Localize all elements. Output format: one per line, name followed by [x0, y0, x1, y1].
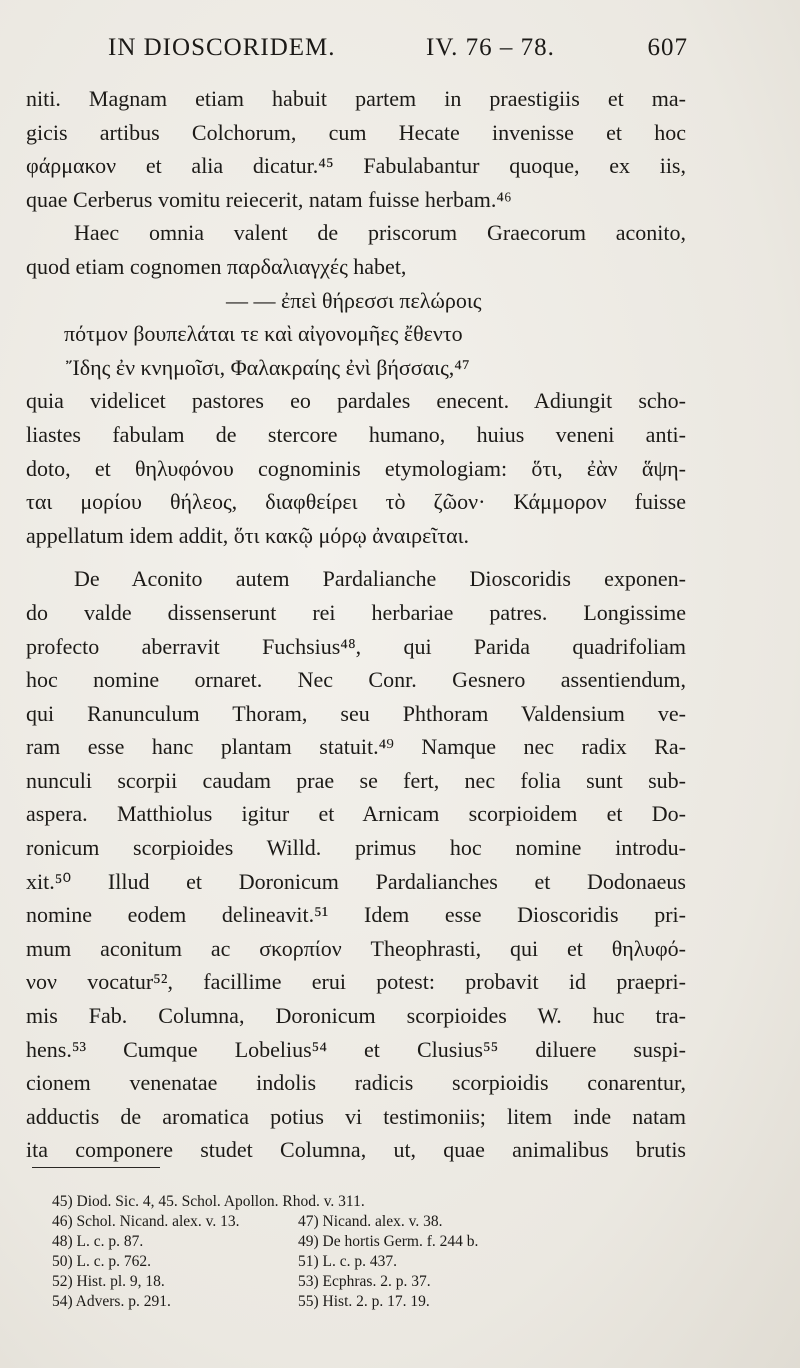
footnote-row: [52, 1253, 652, 1273]
verse-line: πότμον βουπελάται τε καὶ αἰγονομῆες ἔθεντο: [64, 321, 463, 347]
text-line: φάρμακον et alia dicatur.⁴⁵ Fabulabantur quoque, ex iis,: [26, 153, 686, 179]
text-line: νον vocatur⁵², facillime erui potest: probavit id praepri-: [26, 969, 686, 995]
text-line: ronicum scorpioides Willd. primus hoc nomine introdu-: [26, 835, 686, 861]
text-line: nunculi scorpii caudam prae se fert, nec folia sunt sub-: [26, 767, 686, 793]
footnote: 52) Hist. pl. 9, 18.: [52, 1273, 165, 1290]
footnote: 51) L. c. p. 437.: [298, 1253, 398, 1270]
main-text: [26, 82, 686, 1167]
footnote: 45) Diod. Sic. 4, 45. Schol. Apollon. Rhod. v. 311.: [52, 1193, 365, 1210]
footnote-row: [52, 1273, 652, 1293]
text-line: mum aconitum ac σκορπίον Theophrasti, qui et θηλυφό-: [26, 935, 686, 961]
verse-line: Ἴδης ἐν κνημοῖσι, Φαλακραίης ἐνὶ βήσσαις,⁴⁷: [66, 354, 470, 380]
text-line: hoc nomine ornaret. Nec Conr. Gesnero assentiendum,: [26, 667, 686, 693]
footnote: 46) Schol. Nicand. alex. v. 13.: [52, 1213, 240, 1230]
footnote: 50) L. c. p. 762.: [52, 1253, 152, 1270]
footnotes: [52, 1193, 652, 1313]
chapter-reference: IV. 76 – 78.: [426, 34, 555, 61]
footnote-divider: [32, 1167, 160, 1168]
footnote: 47) Nicand. alex. v. 38.: [298, 1213, 443, 1230]
text-line: appellatum idem addit, ὅτι κακῷ μόρῳ ἀναιρεῖται.: [26, 522, 470, 548]
text-line: quae Cerberus vomitu reiecerit, natam fuisse herbam.⁴⁶: [26, 186, 512, 212]
text-line: quia videlicet pastores eo pardales enecent. Adiungit scho-: [26, 388, 686, 414]
page-number: 607: [647, 34, 688, 61]
footnote: 54) Advers. p. 291.: [52, 1293, 171, 1310]
text-line: hens.⁵³ Cumque Lobelius⁵⁴ et Clusius⁵⁵ diluere suspi-: [26, 1036, 686, 1062]
paragraph-start-line: Haec omnia valent de priscorum Graecorum aconito,: [74, 220, 686, 246]
text-line: gicis artibus Colchorum, cum Hecate invenisse et hoc: [26, 119, 686, 145]
footnote: 53) Ecphras. 2. p. 37.: [298, 1273, 431, 1290]
text-line: quod etiam cognomen παρδαλιαγχές habet,: [26, 253, 407, 279]
footnote-row: [52, 1213, 652, 1233]
footnote-row: [52, 1293, 652, 1313]
text-line: profecto aberravit Fuchsius⁴⁸, qui Parida quadrifoliam: [26, 633, 686, 659]
footnote: 49) De hortis Germ. f. 244 b.: [298, 1233, 479, 1250]
text-line: cionem venenatae indolis radicis scorpioidis conarentur,: [26, 1070, 686, 1096]
text-line: liastes fabulam de stercore humano, huius veneni anti-: [26, 421, 686, 447]
text-line: qui Ranunculum Thoram, seu Phthoram Valdensium ve-: [26, 700, 686, 726]
footnote-row: [52, 1233, 652, 1253]
text-line: mis Fab. Columna, Doronicum scorpioides W. huc tra-: [26, 1003, 686, 1029]
text-line: xit.⁵⁰ Illud et Doronicum Pardalianches et Dodonaeus: [26, 868, 686, 894]
text-line: ται μορίου θήλεος, διαφθείρει τὸ ζῶον· Κάμμορον fuisse: [26, 489, 686, 515]
text-line: nomine eodem delineavit.⁵¹ Idem esse Dioscoridis pri-: [26, 902, 686, 928]
verse-line: — — ἐπεὶ θήρεσσι πελώροις: [226, 287, 482, 313]
text-line: ita componere studet Columna, ut, quae animalibus brutis: [26, 1137, 686, 1163]
running-title: IN DIOSCORIDEM.: [108, 34, 336, 61]
text-line: niti. Magnam etiam habuit partem in praestigiis et ma-: [26, 86, 686, 111]
footnote-row: [52, 1193, 652, 1213]
paragraph-start-line: De Aconito autem Pardalianche Dioscoridis exponen-: [74, 566, 686, 592]
page-header: [108, 32, 688, 72]
text-line: do valde dissenserunt rei herbariae patres. Longissime: [26, 599, 686, 625]
text-line: doto, et θηλυφόνου cognominis etymologiam: ὅτι, ἐὰν ἅψη-: [26, 455, 686, 481]
footnote: 55) Hist. 2. p. 17. 19.: [298, 1293, 430, 1310]
text-line: ram esse hanc plantam statuit.⁴⁹ Namque nec radix Ra-: [26, 734, 686, 760]
text-line: aspera. Matthiolus igitur et Arnicam scorpioidem et Do-: [26, 801, 686, 827]
text-line: adductis de aromatica potius vi testimoniis; litem inde natam: [26, 1103, 686, 1129]
footnote: 48) L. c. p. 87.: [52, 1233, 144, 1250]
